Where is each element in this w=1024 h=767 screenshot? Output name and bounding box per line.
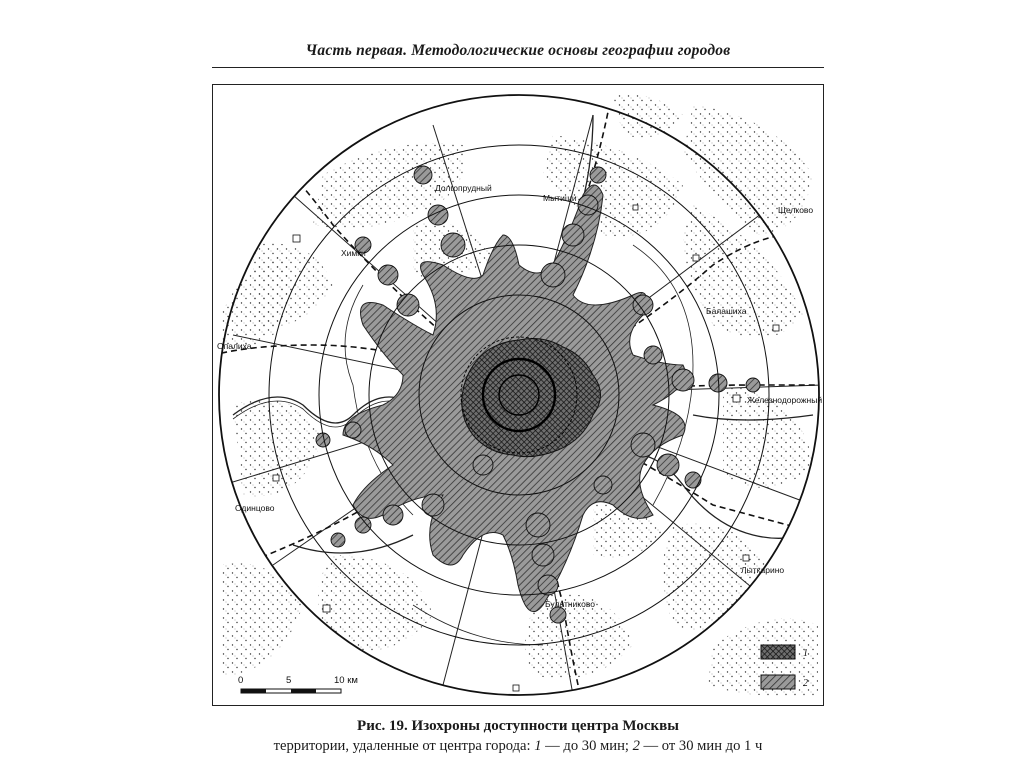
scale-tick-0: 0: [238, 675, 244, 686]
place-label-lytkarino: Лыткарино: [741, 565, 785, 575]
place-label-bulatnikovo: Булатниково: [545, 599, 595, 609]
caption-item-1-text: — до 30 мин;: [541, 738, 633, 754]
caption-subtitle: [212, 736, 824, 756]
isochrone-map: [212, 84, 824, 706]
place-label-odintsovo: Одинцово: [235, 503, 275, 513]
legend-label-1: 1: [803, 648, 808, 659]
scale-tick-10: 10 км: [334, 675, 358, 686]
place-label-opalikha: Опалиха: [217, 341, 252, 351]
scale-tick-5: 5: [286, 675, 292, 686]
place-label-khimki: Химки: [341, 248, 366, 258]
legend-label-2: 2: [803, 678, 808, 689]
place-label-dolgoprudny: Долгопрудный: [435, 183, 492, 193]
place-label-balashikha: Балашиха: [706, 306, 747, 316]
caption-item-2-num: 2: [632, 738, 640, 754]
legend-swatch-2: [761, 675, 795, 689]
place-label-shchelkovo: Щелково: [778, 205, 814, 215]
place-label-zheleznodorozhny: Железнодорожный: [747, 395, 823, 405]
legend-swatch-1: [761, 645, 795, 659]
map-svg: [213, 85, 824, 706]
header-rule: [212, 67, 824, 68]
scale-bar: [238, 675, 358, 693]
caption-sub-prefix: территории, удаленные от центра города:: [273, 738, 535, 754]
place-label-mytishchi: Мытищи: [543, 193, 577, 203]
page-header: Часть первая. Методологические основы географии городов: [305, 42, 731, 59]
figure-caption: [212, 716, 824, 756]
caption-item-1-num: 1: [534, 738, 542, 754]
caption-title: Рис. 19. Изохроны доступности центра Москвы: [357, 718, 679, 734]
caption-item-2-text: — от 30 мин до 1 ч: [639, 738, 763, 754]
